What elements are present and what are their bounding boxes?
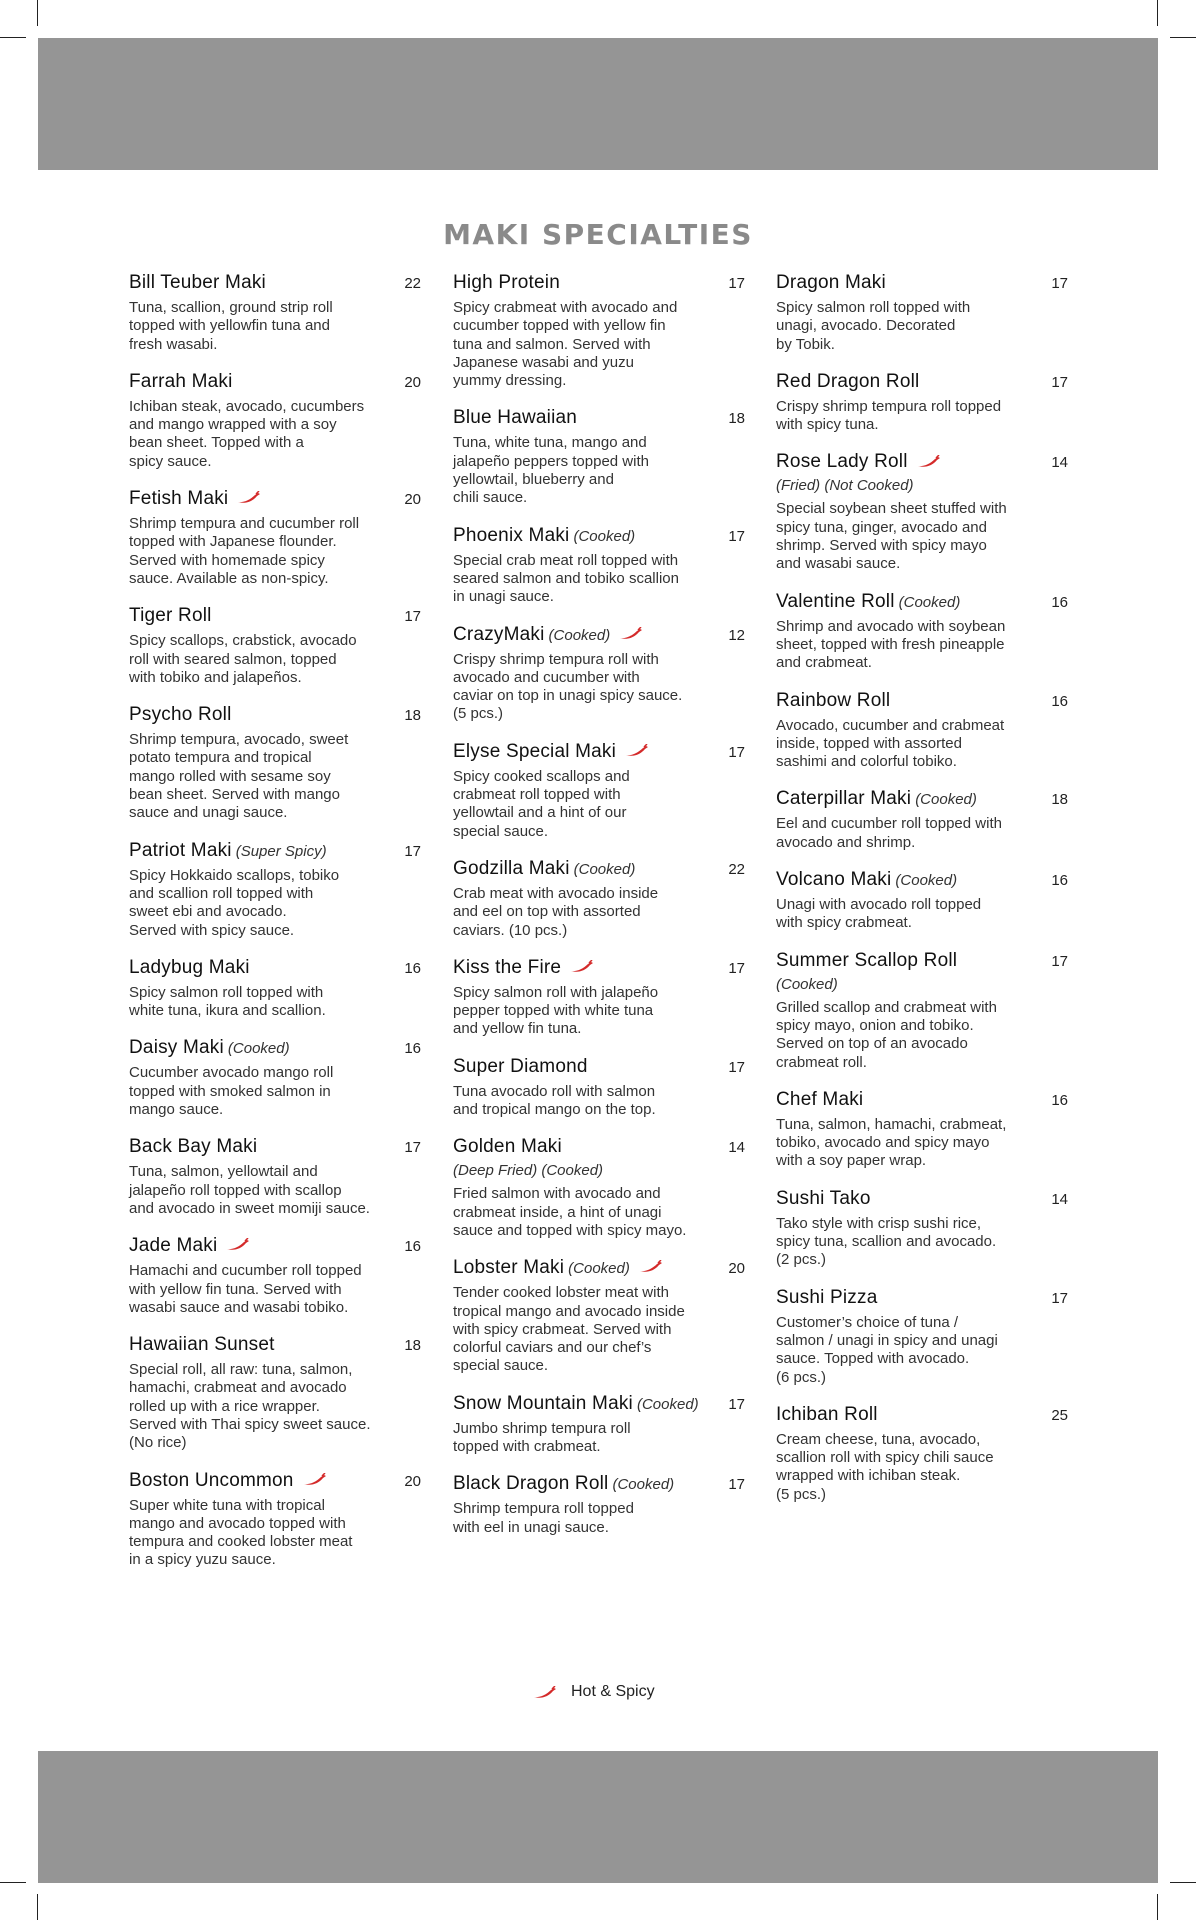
menu-item: [453, 957, 745, 1039]
menu-item: [129, 957, 421, 1021]
item-description: Ichiban steak, avocado, cucumbers and mango wrapped with a soy bean sheet. Topped with a spicy sauce.: [129, 397, 365, 470]
item-description: Tuna avocado roll with salmon and tropical mango on the top.: [453, 1082, 656, 1119]
menu-item: [129, 371, 421, 471]
item-header: [129, 1037, 421, 1059]
menu-column-3: [776, 272, 1068, 1521]
chili-pepper-icon: [303, 1473, 327, 1486]
item-title: [129, 704, 232, 726]
item-title: [453, 858, 635, 880]
item-title: [453, 525, 635, 547]
item-name: Ichiban Roll: [776, 1403, 878, 1425]
item-name: Elyse Special Maki: [453, 740, 617, 762]
item-description: Tako style with crisp sushi rice, spicy tuna, scallion and avocado. (2 pcs.): [776, 1214, 997, 1269]
item-description: Spicy salmon roll topped with unagi, avocado. Decorated by Tobik.: [776, 299, 971, 353]
chili-pepper-icon: [625, 744, 649, 757]
menu-item: [776, 1287, 1068, 1387]
item-description: Cream cheese, tuna, avocado, scallion roll with spicy chili sauce wrapped with ichiban steak. (5 pcs.): [776, 1430, 994, 1503]
item-price: 17: [1051, 952, 1068, 970]
item-header: [453, 624, 745, 646]
item-title: [129, 1136, 257, 1158]
item-price: 16: [1051, 1091, 1068, 1109]
menu-item: [776, 1089, 1068, 1171]
item-description: Spicy salmon roll with jalapeño pepper topped with white tuna and yellow fin tuna.: [453, 983, 659, 1038]
item-name: Jade Maki: [129, 1235, 218, 1257]
item-description: Spicy cooked scallops and crabmeat roll topped with yellowtail and a hint of our special sauce.: [453, 767, 630, 840]
item-note: (Cooked): [573, 860, 636, 878]
item-title: [453, 272, 560, 294]
chili-pepper-icon: [570, 960, 594, 973]
item-title: [129, 1470, 327, 1492]
item-description: Tuna, scallion, ground strip roll topped with yellowfin tuna and fresh wasabi.: [129, 299, 333, 353]
item-name: Chef Maki: [776, 1088, 864, 1110]
item-description: Grilled scallop and crabmeat with spicy mayo, onion and tobiko. Served on top of an avocado crabmeat roll.: [776, 998, 997, 1071]
item-price: 16: [404, 1040, 421, 1058]
item-header: [129, 704, 421, 726]
item-price: 20: [728, 1260, 745, 1278]
item-header: [776, 869, 1068, 891]
item-header: [776, 272, 1068, 294]
item-description: Special roll, all raw: tuna, salmon, hamachi, crabmeat and avocado rolled up with a rice wrapper. Served with Thai spicy sweet sauce. (No rice): [129, 1361, 371, 1452]
chili-pepper-icon: [917, 455, 941, 468]
item-name: Lobster Maki: [453, 1257, 565, 1279]
item-title: [453, 741, 649, 763]
item-price: 22: [728, 860, 745, 878]
menu-item: [453, 1393, 745, 1457]
menu-column-2: [453, 272, 745, 1554]
menu-item: [453, 624, 745, 724]
item-name: Boston Uncommon: [129, 1469, 294, 1491]
item-name: Snow Mountain Maki: [453, 1392, 633, 1414]
item-name: Dragon Maki: [776, 272, 886, 293]
crop-mark: [1170, 37, 1196, 38]
item-description: Special soybean sheet stuffed with spicy tuna, ginger, avocado and shrimp. Served with spicy mayo and wasabi sauce.: [776, 500, 1007, 573]
menu-item: [776, 451, 1068, 573]
item-description: Crab meat with avocado inside and eel on top with assorted caviars. (10 pcs.): [453, 884, 659, 939]
item-title: [129, 371, 233, 393]
item-description: Tuna, white tuna, mango and jalapeño peppers topped with yellowtail, blueberry and chili sauce.: [453, 434, 649, 507]
item-price: 25: [1051, 1406, 1068, 1424]
item-title: [129, 488, 261, 510]
item-price: 18: [1051, 791, 1068, 809]
item-title: [776, 869, 957, 891]
item-price: 17: [728, 959, 745, 977]
item-title: [129, 957, 250, 979]
menu-item: [453, 272, 745, 390]
menu-item: [129, 704, 421, 822]
item-price: 17: [404, 1139, 421, 1157]
item-name: Bill Teuber Maki: [129, 272, 266, 293]
item-title: [776, 451, 941, 473]
item-title: [129, 272, 266, 294]
item-note: (Cooked): [548, 626, 611, 644]
menu-item: [129, 1136, 421, 1218]
item-description: Tuna, salmon, yellowtail and jalapeño roll topped with scallop and avocado in sweet momiji sauce.: [129, 1163, 370, 1217]
item-header: [776, 1089, 1068, 1111]
item-header: [129, 840, 421, 862]
chili-pepper-icon: [237, 491, 261, 504]
item-description: Hamachi and cucumber roll topped with yellow fin tuna. Served with wasabi sauce and wasabi tobiko.: [129, 1262, 362, 1316]
menu-item: [129, 488, 421, 588]
item-header: [129, 371, 421, 393]
item-description: Shrimp tempura, avocado, sweet potato tempura and tropical mango rolled with sesame soy bean sheet. Served with mango sauce and unagi sauce.: [129, 731, 349, 822]
menu-item: [776, 1188, 1068, 1270]
item-name: Black Dragon Roll: [453, 1473, 609, 1495]
item-description: Shrimp tempura and cucumber roll topped with Japanese flounder. Served with homemade spicy sauce. Available as non-spicy.: [129, 515, 360, 587]
item-header: [453, 525, 745, 547]
item-name: Patriot Maki: [129, 839, 232, 861]
item-name: Tiger Roll: [129, 605, 212, 627]
item-name: Rose Lady Roll: [776, 451, 908, 473]
item-price: 17: [1051, 275, 1068, 292]
crop-mark: [1170, 1882, 1196, 1883]
item-description: Jumbo shrimp tempura roll topped with crabmeat.: [453, 1419, 631, 1455]
menu-item: [453, 1257, 745, 1375]
item-description: Crispy shrimp tempura roll with avocado and cucumber with caviar on top in unagi spicy sauce. (5 pcs.): [453, 650, 683, 723]
item-description: Spicy salmon roll topped with white tuna, ikura and scallion.: [129, 983, 326, 1020]
item-name: Rainbow Roll: [776, 689, 891, 711]
item-header: [129, 488, 421, 510]
menu-item: [453, 858, 745, 940]
item-subnote: (Cooked): [776, 975, 838, 993]
menu-item: [129, 1235, 421, 1317]
chili-pepper-icon: [226, 1238, 250, 1251]
item-header: [453, 1393, 745, 1415]
item-header: [776, 591, 1068, 613]
item-header: [129, 272, 421, 294]
menu-item: [776, 1404, 1068, 1504]
menu-item: [129, 1334, 421, 1452]
item-name: Super Diamond: [453, 1055, 588, 1077]
chili-pepper-icon: [639, 1260, 663, 1273]
item-title: [453, 1136, 562, 1158]
item-price: 17: [728, 1476, 745, 1494]
menu-item: [129, 1037, 421, 1119]
item-price: 16: [1051, 692, 1068, 710]
item-header: [453, 1056, 745, 1078]
item-title: [776, 1188, 871, 1210]
item-price: 16: [404, 959, 421, 977]
footer-band: [38, 1751, 1158, 1883]
item-price: 16: [404, 1238, 421, 1256]
item-price: 17: [728, 1395, 745, 1413]
item-name: Godzilla Maki: [453, 857, 570, 879]
item-name: Back Bay Maki: [129, 1136, 258, 1158]
item-price: 14: [1051, 454, 1068, 472]
item-price: 17: [1051, 373, 1068, 391]
item-price: 22: [404, 275, 421, 292]
item-title: [453, 1257, 663, 1279]
item-description: Unagi with avocado roll topped with spicy crabmeat.: [776, 896, 982, 932]
menu-item: [776, 591, 1068, 673]
item-name: Summer Scallop Roll: [776, 949, 958, 971]
item-note: (Cooked): [612, 1476, 675, 1494]
item-header: [776, 451, 1068, 473]
item-title: [453, 407, 577, 429]
item-name: Valentine Roll: [776, 590, 895, 612]
item-header: [453, 858, 745, 880]
menu-item: [453, 1136, 745, 1240]
item-price: 17: [404, 608, 421, 626]
item-name: Golden Maki: [453, 1136, 562, 1158]
item-description: Spicy Hokkaido scallops, tobiko and scallion roll topped with sweet ebi and avocado. Served with spicy sauce.: [129, 866, 340, 939]
item-header: [453, 741, 745, 763]
item-note: (Cooked): [898, 593, 961, 611]
item-name: Daisy Maki: [129, 1037, 224, 1059]
item-title: [453, 1056, 588, 1078]
item-header: [129, 605, 421, 627]
item-title: [129, 1334, 275, 1356]
item-title: [776, 371, 919, 393]
item-description: Shrimp tempura roll topped with eel in unagi sauce.: [453, 1500, 634, 1536]
item-price: 12: [728, 626, 745, 644]
item-name: Volcano Maki: [776, 869, 892, 891]
item-name: Caterpillar Maki: [776, 788, 912, 810]
item-price: 17: [728, 275, 745, 292]
item-price: 14: [1051, 1190, 1068, 1208]
menu-item: [453, 407, 745, 507]
item-name: CrazyMaki: [453, 623, 545, 645]
menu-item: [129, 1470, 421, 1570]
item-description: Customer’s choice of tuna / salmon / unagi in spicy and unagi sauce. Topped with avocado. (6 pcs.): [776, 1313, 998, 1386]
menu-column-1: [129, 272, 421, 1587]
chili-pepper-icon: [619, 627, 643, 640]
item-title: [776, 1287, 877, 1309]
item-header: [776, 690, 1068, 712]
crop-mark: [0, 1882, 26, 1883]
item-header: [453, 272, 745, 294]
item-note: (Super Spicy): [235, 842, 327, 860]
menu-item: [129, 840, 421, 940]
item-title: [129, 1037, 290, 1059]
spicy-legend: [533, 1683, 655, 1701]
item-title: [453, 624, 643, 646]
crop-mark: [1157, 1894, 1158, 1920]
item-title: [776, 690, 890, 712]
item-name: Fetish Maki: [129, 488, 229, 510]
item-description: Fried salmon with avocado and crabmeat inside, a hint of unagi sauce and topped with spicy mayo.: [453, 1185, 687, 1239]
item-description: Special crab meat roll topped with seared salmon and tobiko scallion in unagi sauce.: [453, 551, 679, 606]
item-price: 17: [728, 527, 745, 545]
item-name: Sushi Tako: [776, 1187, 871, 1209]
item-description: Tender cooked lobster meat with tropical mango and avocado inside with spicy crabmeat. Served with colorful caviars and our chef’s special sauce.: [453, 1284, 685, 1375]
menu-item: [453, 1056, 745, 1120]
item-price: 20: [404, 373, 421, 391]
menu-item: [453, 525, 745, 607]
item-name: Psycho Roll: [129, 704, 232, 726]
item-name: High Protein: [453, 272, 560, 293]
header-band: [38, 38, 1158, 170]
menu-item: [129, 605, 421, 687]
menu-item: [776, 869, 1068, 933]
menu-item: [776, 371, 1068, 435]
item-description: Super white tuna with tropical mango and avocado topped with tempura and cooked lobster meat in a spicy yuzu sauce.: [129, 1496, 353, 1569]
item-name: Red Dragon Roll: [776, 370, 920, 392]
item-header: [129, 1235, 421, 1257]
item-price: 16: [1051, 593, 1068, 611]
item-header: [129, 957, 421, 979]
item-price: 17: [728, 743, 745, 761]
item-title: [776, 591, 960, 613]
item-header: [776, 1188, 1068, 1210]
item-header: [129, 1136, 421, 1158]
item-description: Crispy shrimp tempura roll topped with spicy tuna.: [776, 397, 1002, 434]
item-subnote: (Fried) (Not Cooked): [776, 477, 914, 495]
crop-mark: [0, 37, 26, 38]
item-price: 18: [404, 1337, 421, 1355]
crop-mark: [37, 0, 38, 26]
item-price: 20: [404, 491, 421, 509]
item-header: [776, 1404, 1068, 1426]
item-price: 17: [1051, 1289, 1068, 1307]
item-name: Kiss the Fire: [453, 956, 562, 978]
item-price: 18: [404, 707, 421, 725]
item-header: [129, 1334, 421, 1356]
item-description: Shrimp and avocado with soybean sheet, topped with fresh pineapple and crabmeat.: [776, 617, 1006, 672]
menu-item: [776, 690, 1068, 772]
item-header: [776, 788, 1068, 810]
item-title: [776, 950, 957, 972]
item-description: Spicy crabmeat with avocado and cucumber topped with yellow fin tuna and salmon. Served with Japanese wasabi and yuzu yummy dressing.: [453, 299, 678, 390]
item-header: [453, 1136, 745, 1158]
item-name: Phoenix Maki: [453, 524, 570, 546]
item-description: Cucumber avocado mango roll topped with smoked salmon in mango sauce.: [129, 1064, 334, 1119]
item-title: [129, 840, 327, 862]
item-title: [453, 1473, 674, 1495]
item-name: Farrah Maki: [129, 370, 233, 392]
menu-item: [453, 1473, 745, 1537]
item-note: (Cooked): [895, 872, 958, 890]
page-title: MAKI SPECIALTIES: [443, 218, 753, 251]
menu-item: [453, 741, 745, 841]
crop-mark: [37, 1894, 38, 1920]
item-price: 18: [728, 410, 745, 428]
item-price: 17: [404, 842, 421, 860]
item-name: Sushi Pizza: [776, 1286, 878, 1308]
item-header: [453, 1473, 745, 1495]
item-header: [453, 957, 745, 979]
item-name: Ladybug Maki: [129, 956, 250, 978]
item-header: [453, 1257, 745, 1279]
item-title: [776, 1089, 863, 1111]
item-header: [129, 1470, 421, 1492]
item-description: Eel and cucumber roll topped with avocado and shrimp.: [776, 815, 1002, 851]
item-title: [776, 272, 886, 294]
item-price: 16: [1051, 872, 1068, 890]
item-note: (Cooked): [915, 791, 977, 809]
menu-item: [776, 788, 1068, 852]
item-note: (Cooked): [568, 1260, 630, 1278]
item-title: [129, 605, 212, 627]
item-header: [776, 950, 1068, 972]
item-note: (Cooked): [636, 1395, 699, 1413]
item-note: (Cooked): [573, 527, 636, 545]
item-description: Tuna, salmon, hamachi, crabmeat, tobiko, avocado and spicy mayo with a soy paper wrap.: [776, 1115, 1007, 1170]
item-header: [776, 371, 1068, 393]
legend-label: Hot & Spicy: [571, 1683, 655, 1700]
item-description: Avocado, cucumber and crabmeat inside, topped with assorted sashimi and colorful tobiko.: [776, 716, 1005, 771]
menu-item: [776, 272, 1068, 354]
item-title: [453, 1393, 699, 1415]
item-subnote: (Deep Fried) (Cooked): [453, 1162, 604, 1180]
item-name: Hawaiian Sunset: [129, 1334, 275, 1356]
menu-item: [776, 950, 1068, 1072]
item-note: (Cooked): [227, 1040, 290, 1058]
item-price: 20: [404, 1472, 421, 1490]
item-title: [776, 1404, 878, 1426]
menu-item: [129, 272, 421, 354]
item-name: Blue Hawaiian: [453, 407, 578, 429]
item-header: [453, 407, 745, 429]
item-price: 17: [728, 1058, 745, 1076]
item-title: [776, 788, 977, 810]
chili-pepper-icon: [533, 1686, 557, 1699]
item-price: 14: [728, 1139, 745, 1157]
item-header: [776, 1287, 1068, 1309]
item-title: [453, 957, 594, 979]
item-title: [129, 1235, 250, 1257]
crop-mark: [1157, 0, 1158, 26]
item-description: Spicy scallops, crabstick, avocado roll with seared salmon, topped with tobiko and jalapeños.: [129, 632, 357, 686]
